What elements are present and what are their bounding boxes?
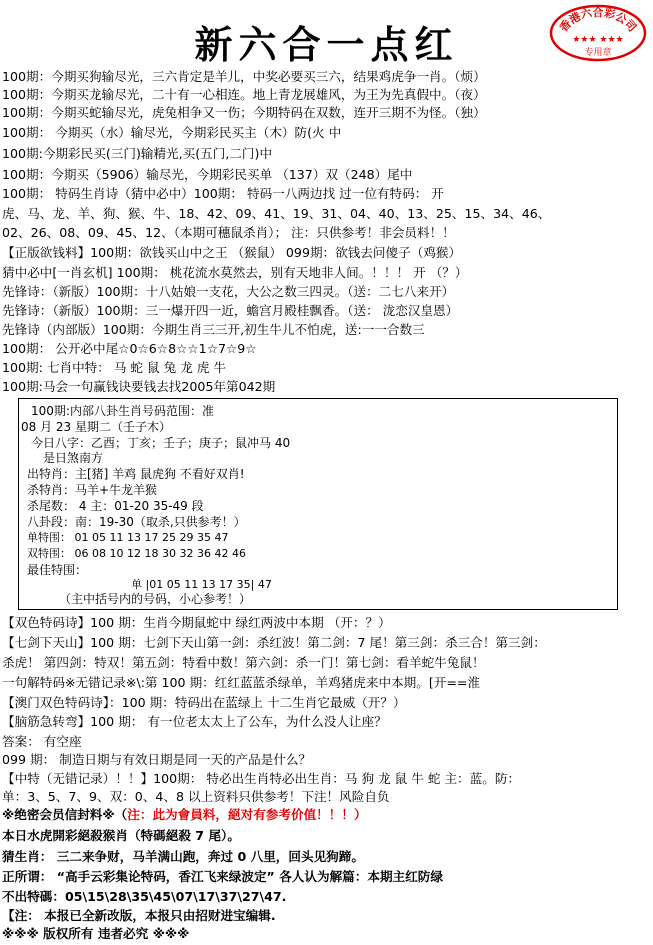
box-best: 最佳特围：: [27, 563, 88, 577]
member-warning-prefix: ※绝密会员信封料※（: [2, 807, 128, 822]
info-line: 【脑筋急转弯】100 期： 有一位老太太上了公车，为什么没人让座？: [2, 714, 387, 729]
box-best-value: 单 |01 05 11 13 17 35| 47: [131, 578, 272, 591]
svg-text:专用章: 专用章: [584, 48, 612, 58]
info-line: 099 期： 制造日期与有效日期是同一天的产品是什么？: [2, 752, 312, 767]
info-line: 本日水虎開彩絕殺猴肖（特碼絕殺 7 尾）。: [2, 828, 240, 843]
info-line: 100期： 今期买（水）输尽光，今期彩民买主（木）防(火 中: [2, 125, 342, 140]
info-line: 【中特（无错记录）！！】100期： 特必出生肖特必出生肖：马 狗 龙 鼠 牛 蛇 主：蓝。防：: [2, 771, 521, 786]
info-line: 猜生肖： 三二来争财，马羊满山跑，奔过 0 八里，回头见狗蹄。: [2, 849, 364, 864]
info-line: 100期： 公开必中尾☆0☆6☆8☆☆1☆7☆9☆: [2, 341, 257, 356]
company-seal: [548, 4, 648, 62]
info-line: 100期：今期买龙输尽光，二十有一心相连。地上青龙展雄风，为王为先真假中。（夜）: [2, 87, 486, 102]
member-warning: [2, 806, 651, 824]
box-single: 单特围： 01 05 11 13 17 25 29 35 47: [27, 531, 229, 544]
info-line: 100期：今期买狗输尽光，三六肯定是羊儿，中奖必要买三六，结果鸡虎争一肖。（烦）: [2, 69, 486, 84]
page-title: 新六合一点红: [194, 22, 459, 67]
box-header: 100期:内部八卦生肖号码范围：准: [31, 404, 214, 418]
info-line: 先锋诗：（新版）100期：三一爆开四一近，蟾宫月殿桂飘香。（送： 泷恋汉皇恩）: [2, 303, 459, 318]
info-line: 猜中必中[一肖玄机] 100期： 桃花流水莫然去，别有天地非人间。！！！ 开 （？）: [2, 265, 468, 280]
info-line: 100期：今期买蛇输尽光，虎兔相争又一伤；今期特码在双数，连开三期不为怪。（独）: [2, 105, 486, 120]
box-bazi: 今日八字：乙酉；丁亥；壬子；庚子；鼠冲马 40: [31, 436, 291, 450]
info-line: 不出特碼：05\15\28\35\45\07\17\37\27\47.: [2, 889, 287, 904]
svg-text:★★★ ★★★: ★★★ ★★★: [572, 35, 624, 45]
box-kill: 杀特肖：马羊+牛龙羊猴: [27, 483, 158, 497]
box-date: 08 月 23 星期二（壬子木）: [21, 420, 171, 434]
info-line: 100期: 七肖中特： 马 蛇 鼠 兔 龙 虎 牛: [2, 360, 227, 375]
info-line: 先锋诗（内部版）100期：今期生肖三三开,初生牛儿不怕虎，送:一一合数三: [2, 322, 425, 337]
info-line: 单：3、5、7、9、双：0、4、8 以上资料只供参考！下注！风险自负: [2, 789, 390, 804]
box-direction: 是日煞南方: [43, 451, 104, 465]
box-out: 出特肖：主[猪] 羊鸡 鼠虎狗 不看好双肖!: [27, 467, 245, 481]
info-line: 正所谓： “高手云彩集论特码，香江飞来绿波定” 各人认为解篇：本期主红防绿: [2, 869, 443, 884]
info-line: 先锋诗：（新版）100期：十八姑娘一支花，大公之数三四灵。（送：二七八来开）: [2, 284, 455, 299]
member-warning-note: 注：此为會員料，絕对有参考价值！！！）: [127, 807, 367, 822]
info-line: 一句解特码※无错记录※\:第 100 期：红红蓝蓝杀绿单，羊鸡猪虎来中本期。[开==淮: [2, 675, 481, 690]
info-line: 100期:马会一句赢钱诀要钱去找2005年第042期: [2, 379, 276, 394]
info-line: 答案： 有空座: [2, 734, 82, 749]
info-line: 100期： 特码生肖诗（猜中必中）100期： 特码一八两边找 过一位有特码： 开: [2, 186, 444, 201]
info-line: 杀虎！ 第四剑：特双！第五剑：特看中数！第六剑：杀一门！第七剑：看羊蛇牛兔鼠！: [2, 655, 485, 670]
info-line: 【双色特码诗】100 期：生肖今期鼠蛇中 绿红两波中本期 （开：？）: [2, 615, 391, 630]
box-double: 双特围： 06 08 10 12 18 30 32 36 42 46: [27, 547, 246, 560]
info-line: 【注： 本报已全新改版，本报只由招财进宝编辑.: [2, 908, 276, 923]
info-line: 【澳门双色特码诗】：100 期：特码出在蓝绿上 十二生肖它最威（开？）: [2, 695, 406, 710]
box-note: （主中括号内的号码，小心参考！）: [59, 592, 252, 606]
info-line: 100期:今期彩民买(三门)输精光,买(五门,二门)中: [2, 146, 273, 161]
box-bagua: 八卦段：南：19-30（取杀,只供参考！）: [27, 515, 246, 529]
info-line: 02、26、08、09、45、12、（本期可穗鼠杀肖）； 注：只供参考！非会员料！！: [2, 225, 455, 240]
info-line: 100期：今期买（5906）输尽光，今期彩民买单 （137）双（248）尾中: [2, 167, 413, 182]
svg-text:香港六合彩公司: 香港六合彩公司: [557, 5, 639, 35]
info-line: 【七剑下天山】100 期：七剑下天山第一剑：杀红波！第二剑：7 尾！第三剑：杀三合！第三剑：: [2, 635, 546, 650]
bagua-box: [18, 398, 618, 610]
box-kill-tail: 杀尾数： 4 主：01-20 35-49 段: [27, 499, 204, 513]
info-line: 【正版欲钱料】100期：欲钱买山中之王 （猴鼠） 099期：欲钱去问傻子（鸡猴）: [2, 245, 462, 260]
info-line: 虎、马、龙、羊、狗、猴、牛、18、42、09、41、19、31、04、40、13、25、15、34、46、: [2, 206, 551, 221]
footer-copyright: ※※※ 版权所有 违者必究 ※※※: [2, 926, 190, 941]
